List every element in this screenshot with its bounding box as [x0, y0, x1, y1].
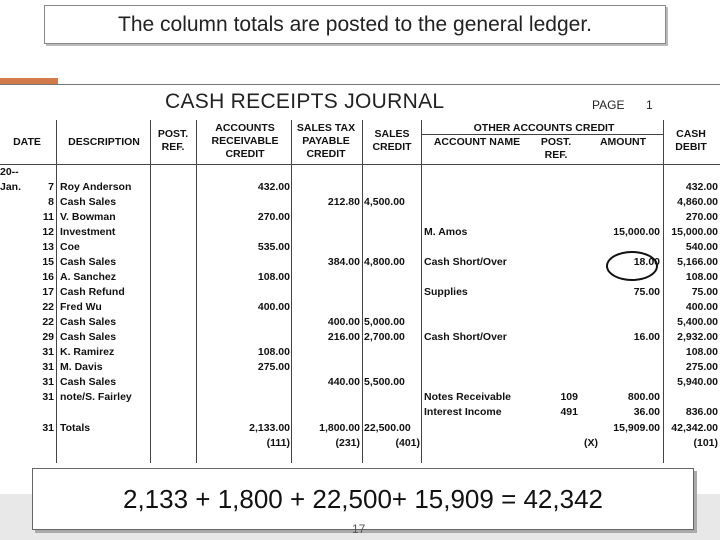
- posting-ref-cash: (101): [693, 437, 718, 449]
- row-day: 22: [42, 316, 54, 328]
- row-sales-credit: 4,500.00: [364, 196, 405, 208]
- header-amount: AMOUNT: [599, 136, 647, 148]
- row-account-name: Notes Receivable: [424, 391, 511, 403]
- column-divider: [362, 120, 363, 463]
- row-description: M. Davis: [60, 361, 103, 373]
- row-cash-debit: 836.00: [685, 406, 718, 418]
- row-day: 29: [42, 331, 54, 343]
- row-day: 7: [48, 181, 54, 193]
- row-amount: 18.00: [633, 256, 660, 268]
- row-cash-debit: 270.00: [685, 211, 718, 223]
- row-sales-tax-credit: 384.00: [327, 256, 360, 268]
- row-description: Coe: [60, 241, 80, 253]
- row-sales-tax-credit: 400.00: [327, 316, 360, 328]
- highlight-circle: [606, 251, 658, 281]
- row-day: 17: [42, 286, 54, 298]
- row-description: A. Sanchez: [60, 271, 117, 283]
- row-description: Investment: [60, 226, 116, 238]
- row-description: K. Ramirez: [60, 346, 115, 358]
- row-account-name: Supplies: [424, 286, 468, 298]
- row-ar-credit: 108.00: [257, 271, 290, 283]
- row-ar-credit: 400.00: [257, 301, 290, 313]
- row-day: 8: [48, 196, 54, 208]
- header-other-post-ref: POST. REF.: [540, 136, 572, 161]
- row-cash-debit: 540.00: [685, 241, 718, 253]
- row-ar-credit: 275.00: [257, 361, 290, 373]
- row-cash-debit: 15,000.00: [671, 226, 718, 238]
- row-account-name: Cash Short/Over: [424, 331, 507, 343]
- slide-title: The column totals are posted to the general ledger.: [44, 5, 666, 44]
- posting-ref-ar: (111): [266, 437, 290, 449]
- other-accounts-rule: [422, 134, 663, 135]
- row-day: 11: [42, 211, 54, 223]
- row-day: 31: [42, 346, 54, 358]
- journal-title: CASH RECEIPTS JOURNAL: [165, 90, 445, 113]
- row-ar-credit: 108.00: [257, 346, 290, 358]
- header-ar-credit: ACCOUNTS RECEIVABLE CREDIT: [211, 122, 279, 160]
- header-date: DATE: [13, 136, 41, 148]
- total-equation: 2,133 + 1,800 + 22,500+ 15,909 = 42,342: [32, 468, 694, 530]
- row-sales-tax-credit: 216.00: [327, 331, 360, 343]
- row-description: Fred Wu: [60, 301, 102, 313]
- row-cash-debit: 4,860.00: [677, 196, 718, 208]
- row-description: Cash Sales: [60, 196, 117, 208]
- year-label: 20--: [0, 166, 19, 178]
- header-sales-credit: SALES CREDIT: [372, 128, 412, 153]
- row-sales-tax-credit: 440.00: [327, 376, 360, 388]
- header-cash-debit: CASH DEBIT: [675, 128, 707, 153]
- row-day: 31: [42, 376, 54, 388]
- row-cash-debit: 5,166.00: [677, 256, 718, 268]
- totals-label: Totals: [60, 422, 91, 434]
- row-amount: 800.00: [627, 391, 660, 403]
- row-other-post-ref: 109: [560, 391, 578, 403]
- row-cash-debit: 108.00: [685, 271, 718, 283]
- row-day: 15: [42, 256, 54, 268]
- row-sales-credit: 5,500.00: [364, 376, 405, 388]
- row-amount: 75.00: [633, 286, 660, 298]
- column-divider: [291, 120, 292, 463]
- header-other-accounts: OTHER ACCOUNTS CREDIT: [473, 122, 615, 134]
- totals-amount: 15,909.00: [613, 422, 660, 434]
- totals-stp: 1,800.00: [319, 422, 360, 434]
- row-day: 31: [42, 361, 54, 373]
- row-sales-tax-credit: 212.80: [327, 196, 360, 208]
- row-amount: 15,000.00: [613, 226, 660, 238]
- row-cash-debit: 432.00: [685, 181, 718, 193]
- row-account-name: Interest Income: [424, 406, 502, 418]
- row-other-post-ref: 491: [560, 406, 578, 418]
- row-day: 31: [42, 391, 54, 403]
- posting-ref-amount: (X): [584, 437, 598, 449]
- row-description: Roy Anderson: [60, 181, 132, 193]
- header-description: DESCRIPTION: [68, 136, 140, 148]
- row-account-name: Cash Short/Over: [424, 256, 507, 268]
- totals-day: 31: [42, 422, 54, 434]
- row-amount: 36.00: [633, 406, 660, 418]
- row-day: 22: [42, 301, 54, 313]
- row-cash-debit: 75.00: [691, 286, 718, 298]
- row-amount: 16.00: [633, 331, 660, 343]
- row-sales-credit: 5,000.00: [364, 316, 405, 328]
- month-label: Jan.: [0, 181, 22, 193]
- row-description: V. Bowman: [60, 211, 116, 223]
- row-ar-credit: 535.00: [257, 241, 290, 253]
- row-description: Cash Sales: [60, 256, 117, 268]
- header-post-ref: POST. REF.: [157, 128, 189, 153]
- row-description: Cash Sales: [60, 376, 117, 388]
- totals-ar: 2,133.00: [249, 422, 290, 434]
- totals-sales: 22,500.00: [364, 422, 411, 434]
- page-number: 1: [646, 98, 653, 112]
- row-description: note/S. Fairley: [60, 391, 132, 403]
- header-rule: [0, 164, 720, 165]
- column-divider: [196, 120, 197, 463]
- column-divider: [421, 120, 422, 463]
- header-account-name: ACCOUNT NAME: [433, 136, 521, 148]
- row-sales-credit: 2,700.00: [364, 331, 405, 343]
- row-ar-credit: 270.00: [257, 211, 290, 223]
- row-day: 16: [42, 271, 54, 283]
- posting-ref-stp: (231): [335, 437, 360, 449]
- row-day: 13: [42, 241, 54, 253]
- row-day: 12: [42, 226, 54, 238]
- row-cash-debit: 400.00: [685, 301, 718, 313]
- page-label: PAGE: [592, 98, 625, 112]
- row-cash-debit: 108.00: [685, 346, 718, 358]
- row-cash-debit: 2,932.00: [677, 331, 718, 343]
- row-description: Cash Refund: [60, 286, 125, 298]
- row-cash-debit: 5,400.00: [677, 316, 718, 328]
- slide-number: 17: [352, 522, 366, 536]
- column-divider: [150, 120, 151, 463]
- column-divider: [56, 120, 57, 463]
- row-description: Cash Sales: [60, 316, 117, 328]
- row-account-name: M. Amos: [424, 226, 468, 238]
- row-sales-credit: 4,800.00: [364, 256, 405, 268]
- row-ar-credit: 432.00: [257, 181, 290, 193]
- row-cash-debit: 275.00: [685, 361, 718, 373]
- posting-ref-sales: (401): [395, 437, 420, 449]
- row-cash-debit: 5,940.00: [677, 376, 718, 388]
- totals-cash: 42,342.00: [671, 422, 718, 434]
- header-sales-tax-credit: SALES TAX PAYABLE CREDIT: [296, 122, 356, 160]
- row-description: Cash Sales: [60, 331, 117, 343]
